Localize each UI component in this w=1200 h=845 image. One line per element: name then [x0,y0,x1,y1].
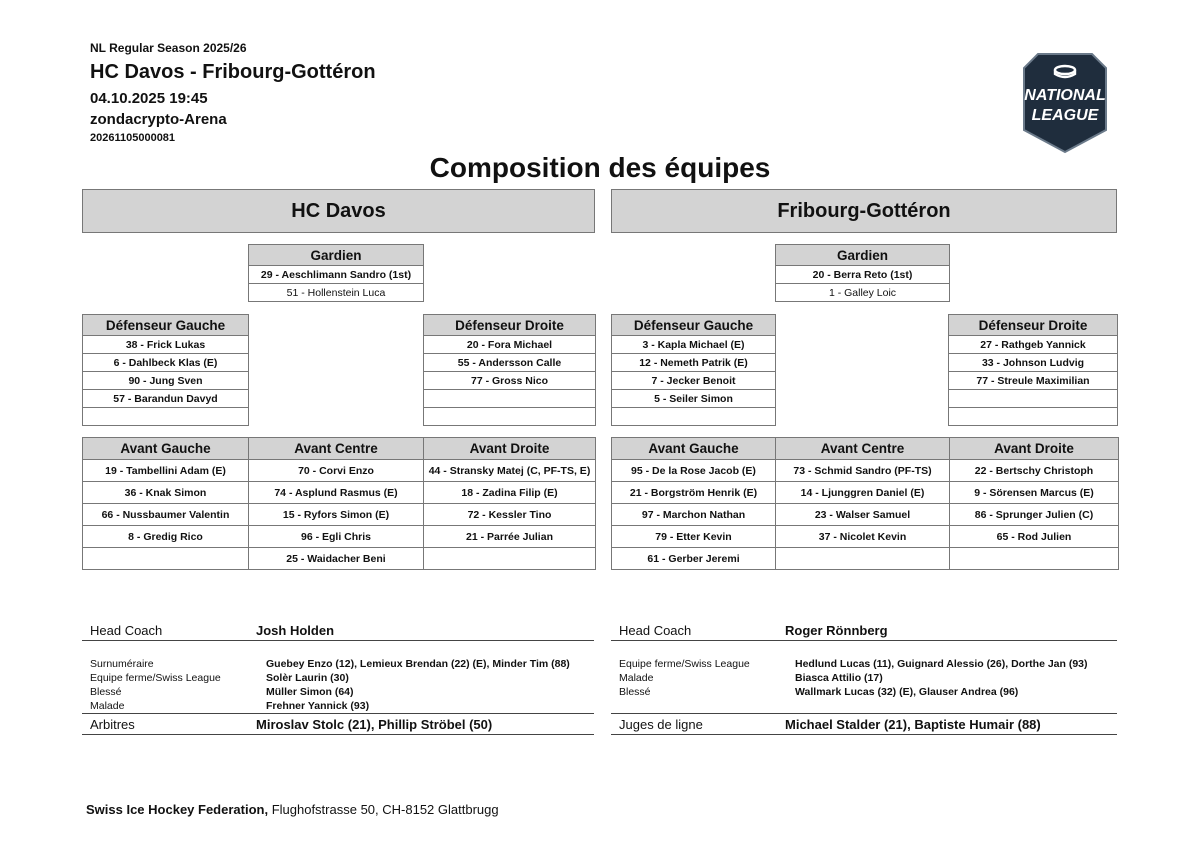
table-row [949,336,1118,354]
note-value: Solèr Laurin (30) [266,672,349,684]
home-officials-row [82,714,594,735]
home-fwd_left-fwd_center-fwd_right-table [82,437,596,570]
table-row [949,408,1118,426]
match-venue: zondacrypto-Arena [90,111,227,128]
def-right-header: Défenseur Droite [424,315,596,336]
player-cell [83,408,249,426]
table-row [83,390,249,408]
table-row [949,372,1118,390]
table-row [612,390,776,408]
player-cell: 5 - Seiler Simon [612,390,776,408]
player-cell: 74 - Asplund Rasmus (E) [249,482,424,504]
player-cell [83,548,249,570]
fwd-right-header: Avant Droite [424,438,596,460]
table-row [83,372,249,390]
player-cell: 20 - Fora Michael [424,336,596,354]
note-row [82,657,594,671]
table-row [776,284,950,302]
player-cell: 21 - Parrée Julian [424,526,596,548]
head-coach-name: Roger Rönnberg [785,623,888,638]
player-cell: 97 - Marchon Nathan [612,504,776,526]
player-cell: 90 - Jung Sven [83,372,249,390]
player-cell [612,408,776,426]
table-row [424,408,596,426]
head-coach-label: Head Coach [619,623,692,638]
note-value: Hedlund Lucas (11), Guignard Alessio (26), Dorthe Jan (93) [795,658,1088,670]
note-value: Frehner Yannick (93) [266,700,370,712]
player-cell: 79 - Etter Kevin [612,526,776,548]
head-coach-label: Head Coach [90,623,163,638]
table-row [612,372,776,390]
player-cell: 70 - Corvi Enzo [249,460,424,482]
table-row [83,460,596,482]
table-row [424,372,596,390]
footer-address: Flughofstrasse 50, CH-8152 Glattbrugg [268,802,499,817]
away-fwd_left-fwd_center-fwd_right-table [611,437,1119,570]
player-cell: 1 - Galley Loic [776,284,950,302]
home-roster-notes [82,641,594,714]
player-cell: 73 - Schmid Sandro (PF-TS) [776,460,950,482]
note-row [611,671,1117,685]
def-right-header: Défenseur Droite [949,315,1118,336]
note-row [82,685,594,699]
player-cell: 14 - Ljunggren Daniel (E) [776,482,950,504]
match-datetime: 04.10.2025 19:45 [90,90,208,107]
player-cell [949,390,1118,408]
def-left-header: Défenseur Gauche [83,315,249,336]
player-cell: 3 - Kapla Michael (E) [612,336,776,354]
away-team-header: Fribourg-Gottéron [611,189,1117,233]
table-row [424,354,596,372]
table-row [83,482,596,504]
officials-label: Juges de ligne [619,716,703,732]
player-cell: 55 - Andersson Calle [424,354,596,372]
away-officials-row [611,714,1117,735]
table-row [949,390,1118,408]
player-cell: 44 - Stransky Matej (C, PF-TS, E) [424,460,596,482]
player-cell: 19 - Tambellini Adam (E) [83,460,249,482]
away-staff [611,618,1117,735]
player-cell: 86 - Sprunger Julien (C) [950,504,1119,526]
table-row [249,266,424,284]
svg-text:NATIONAL: NATIONAL [1024,87,1106,104]
player-cell [424,390,596,408]
player-cell: 8 - Gredig Rico [83,526,249,548]
def-left-header: Défenseur Gauche [612,315,776,336]
player-cell: 20 - Berra Reto (1st) [776,266,950,284]
player-cell: 36 - Knak Simon [83,482,249,504]
player-cell: 65 - Rod Julien [950,526,1119,548]
player-cell: 72 - Kessler Tino [424,504,596,526]
note-row [82,671,594,685]
footer-org: Swiss Ice Hockey Federation, [86,802,269,817]
match-title: HC Davos - Fribourg-Gottéron [90,61,376,83]
table-row [83,548,596,570]
home-head-coach-row [82,618,594,641]
home-def_right-table [423,314,596,426]
head-coach-name: Josh Holden [256,623,335,638]
footer [86,802,499,817]
game-id: 20261105000081 [90,132,176,144]
player-cell: 95 - De la Rose Jacob (E) [612,460,776,482]
table-row [424,336,596,354]
player-cell: 66 - Nussbaumer Valentin [83,504,249,526]
player-cell: 21 - Borgström Henrik (E) [612,482,776,504]
player-cell: 37 - Nicolet Kevin [776,526,950,548]
note-label: Surnuméraire [90,658,154,670]
table-row [612,354,776,372]
away-def_right-table [948,314,1118,426]
player-cell: 6 - Dahlbeck Klas (E) [83,354,249,372]
table-row [949,354,1118,372]
player-cell: 51 - Hollenstein Luca [249,284,424,302]
goalies-header: Gardien [776,245,950,266]
home-def_left-table [82,314,249,426]
player-cell: 77 - Streule Maximilian [949,372,1118,390]
note-value: Biasca Attilio (17) [795,672,883,684]
table-row [249,284,424,302]
player-cell: 25 - Waidacher Beni [249,548,424,570]
officials-names: Michael Stalder (21), Baptiste Humair (88) [785,716,1041,732]
player-cell: 18 - Zadina Filip (E) [424,482,596,504]
note-row [82,699,594,713]
note-label: Malade [619,672,654,684]
player-cell: 22 - Bertschy Christoph [950,460,1119,482]
table-row [612,504,1119,526]
player-cell [424,408,596,426]
note-value: Wallmark Lucas (32) (E), Glauser Andrea (96) [795,686,1019,698]
note-value: Müller Simon (64) [266,686,354,698]
svg-text:LEAGUE: LEAGUE [1031,107,1099,124]
player-cell: 23 - Walser Samuel [776,504,950,526]
table-row [612,408,776,426]
table-row [83,504,596,526]
goalies-header: Gardien [249,245,424,266]
table-row [612,482,1119,504]
fwd-center-header: Avant Centre [249,438,424,460]
player-cell: 9 - Sörensen Marcus (E) [950,482,1119,504]
table-row [83,526,596,548]
player-cell [776,548,950,570]
player-cell: 29 - Aeschlimann Sandro (1st) [249,266,424,284]
table-row [83,408,249,426]
home-staff [82,618,594,735]
note-label: Malade [90,700,125,712]
player-cell: 57 - Barandun Davyd [83,390,249,408]
fwd-right-header: Avant Droite [950,438,1119,460]
note-label: Blessé [90,686,122,698]
note-value: Guebey Enzo (12), Lemieux Brendan (22) (E), Minder Tim (88) [266,658,570,670]
page-title: Composition des équipes [429,152,771,183]
away-goalies-table [775,244,950,302]
note-label: Blessé [619,686,651,698]
note-row [611,657,1117,671]
away-roster-notes [611,641,1117,714]
player-cell: 77 - Gross Nico [424,372,596,390]
player-cell: 15 - Ryfors Simon (E) [249,504,424,526]
player-cell: 96 - Egli Chris [249,526,424,548]
note-label: Equipe ferme/Swiss League [619,658,750,670]
away-def_left-table [611,314,776,426]
player-cell [949,408,1118,426]
away-head-coach-row [611,618,1117,641]
officials-label: Arbitres [90,716,135,732]
fwd-left-header: Avant Gauche [612,438,776,460]
fwd-center-header: Avant Centre [776,438,950,460]
table-row [776,266,950,284]
table-row [612,460,1119,482]
note-label: Equipe ferme/Swiss League [90,672,221,684]
table-row [612,526,1119,548]
table-row [83,336,249,354]
table-row [83,354,249,372]
player-cell: 27 - Rathgeb Yannick [949,336,1118,354]
table-row [612,336,776,354]
home-goalies-table [248,244,424,302]
home-team-header: HC Davos [82,189,595,233]
national-league-logo [1020,48,1110,154]
fwd-left-header: Avant Gauche [83,438,249,460]
player-cell [424,548,596,570]
officials-names: Miroslav Stolc (21), Phillip Ströbel (50) [256,716,493,732]
player-cell: 61 - Gerber Jeremi [612,548,776,570]
note-row [611,685,1117,699]
player-cell: 38 - Frick Lukas [83,336,249,354]
player-cell: 33 - Johnson Ludvig [949,354,1118,372]
player-cell: 7 - Jecker Benoit [612,372,776,390]
player-cell [950,548,1119,570]
table-row [424,390,596,408]
table-row [612,548,1119,570]
league-name: NL Regular Season 2025/26 [90,41,247,55]
player-cell: 12 - Nemeth Patrik (E) [612,354,776,372]
